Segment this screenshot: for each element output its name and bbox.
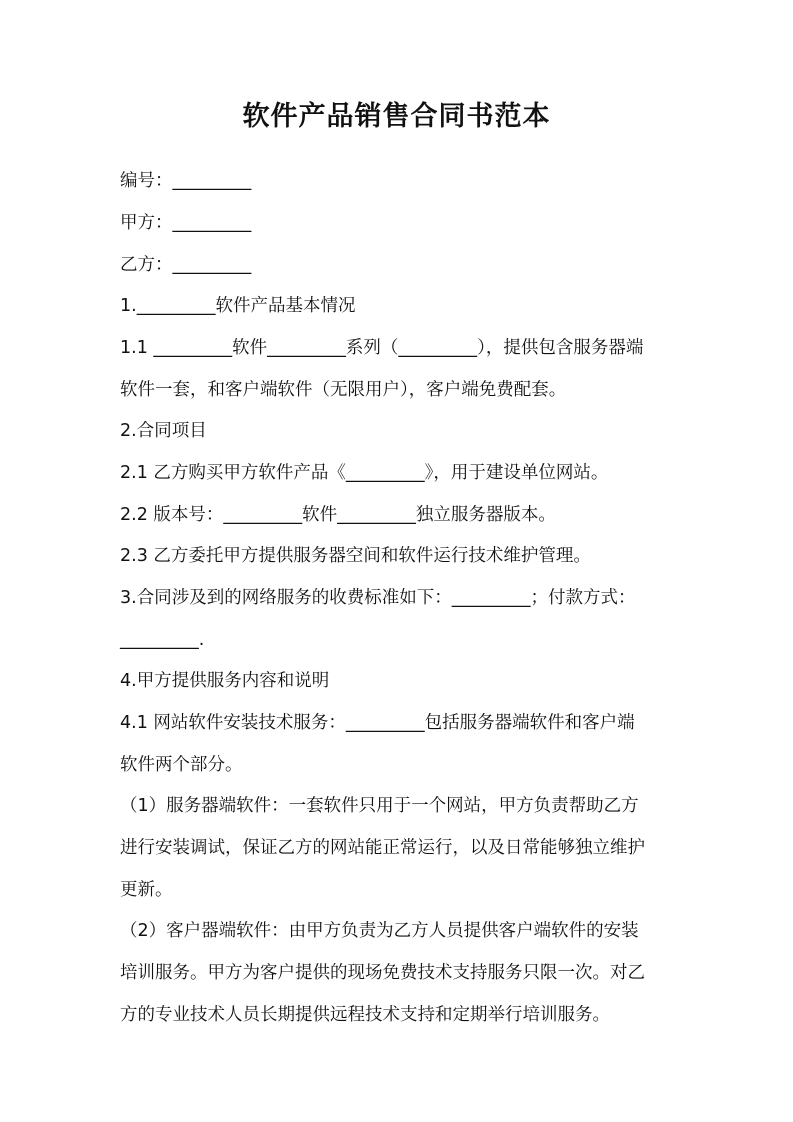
paragraph-line: _________.	[120, 630, 205, 650]
party-b-line: 乙方：_________	[120, 255, 252, 275]
paragraph-line: 方的专业技术人员长期提供远程技术支持和定期举行培训服务。	[120, 1005, 610, 1025]
paragraph-line: （2）客户器端软件：由甲方负责为乙方人员提供客户端软件的安装	[120, 921, 639, 941]
party-a-line: 甲方：_________	[120, 213, 252, 233]
section-heading: 1._________软件产品基本情况	[120, 296, 356, 316]
paragraph-line: 更新。	[120, 880, 173, 900]
paragraph-line: 进行安装调试，保证乙方的网站能正常运行，以及日常能够独立维护	[120, 838, 645, 858]
paragraph-line: （1）服务器端软件：一套软件只用于一个网站，甲方负责帮助乙方	[120, 796, 639, 816]
paragraph-line: 4.1 网站软件安装技术服务：_________包括服务器端软件和客户端	[120, 713, 635, 733]
contract-number-line: 编号：_________	[120, 171, 252, 191]
paragraph-line: 2.3 乙方委托甲方提供服务器空间和软件运行技术维护管理。	[120, 546, 591, 566]
paragraph-line: 3.合同涉及到的网络服务的收费标准如下：_________；付款方式：	[120, 588, 636, 608]
paragraph-line: 2.2 版本号：_________软件_________独立服务器版本。	[120, 505, 556, 525]
document-title: 软件产品销售合同书范本	[242, 101, 551, 132]
section-heading: 2.合同项目	[120, 421, 207, 441]
paragraph-line: 培训服务。甲方为客户提供的现场免费技术支持服务只限一次。对乙	[120, 963, 645, 983]
paragraph-line: 软件一套，和客户端软件（无限用户），客户端免费配套。	[120, 380, 567, 400]
paragraph-line: 2.1 乙方购买甲方软件产品《_________》，用于建设单位网站。	[120, 463, 609, 483]
paragraph-line: 软件两个部分。	[120, 755, 243, 775]
section-heading: 4.甲方提供服务内容和说明	[120, 671, 330, 691]
paragraph-line: 1.1 _________软件_________系列（_________），提供包含服务器端	[120, 338, 644, 358]
